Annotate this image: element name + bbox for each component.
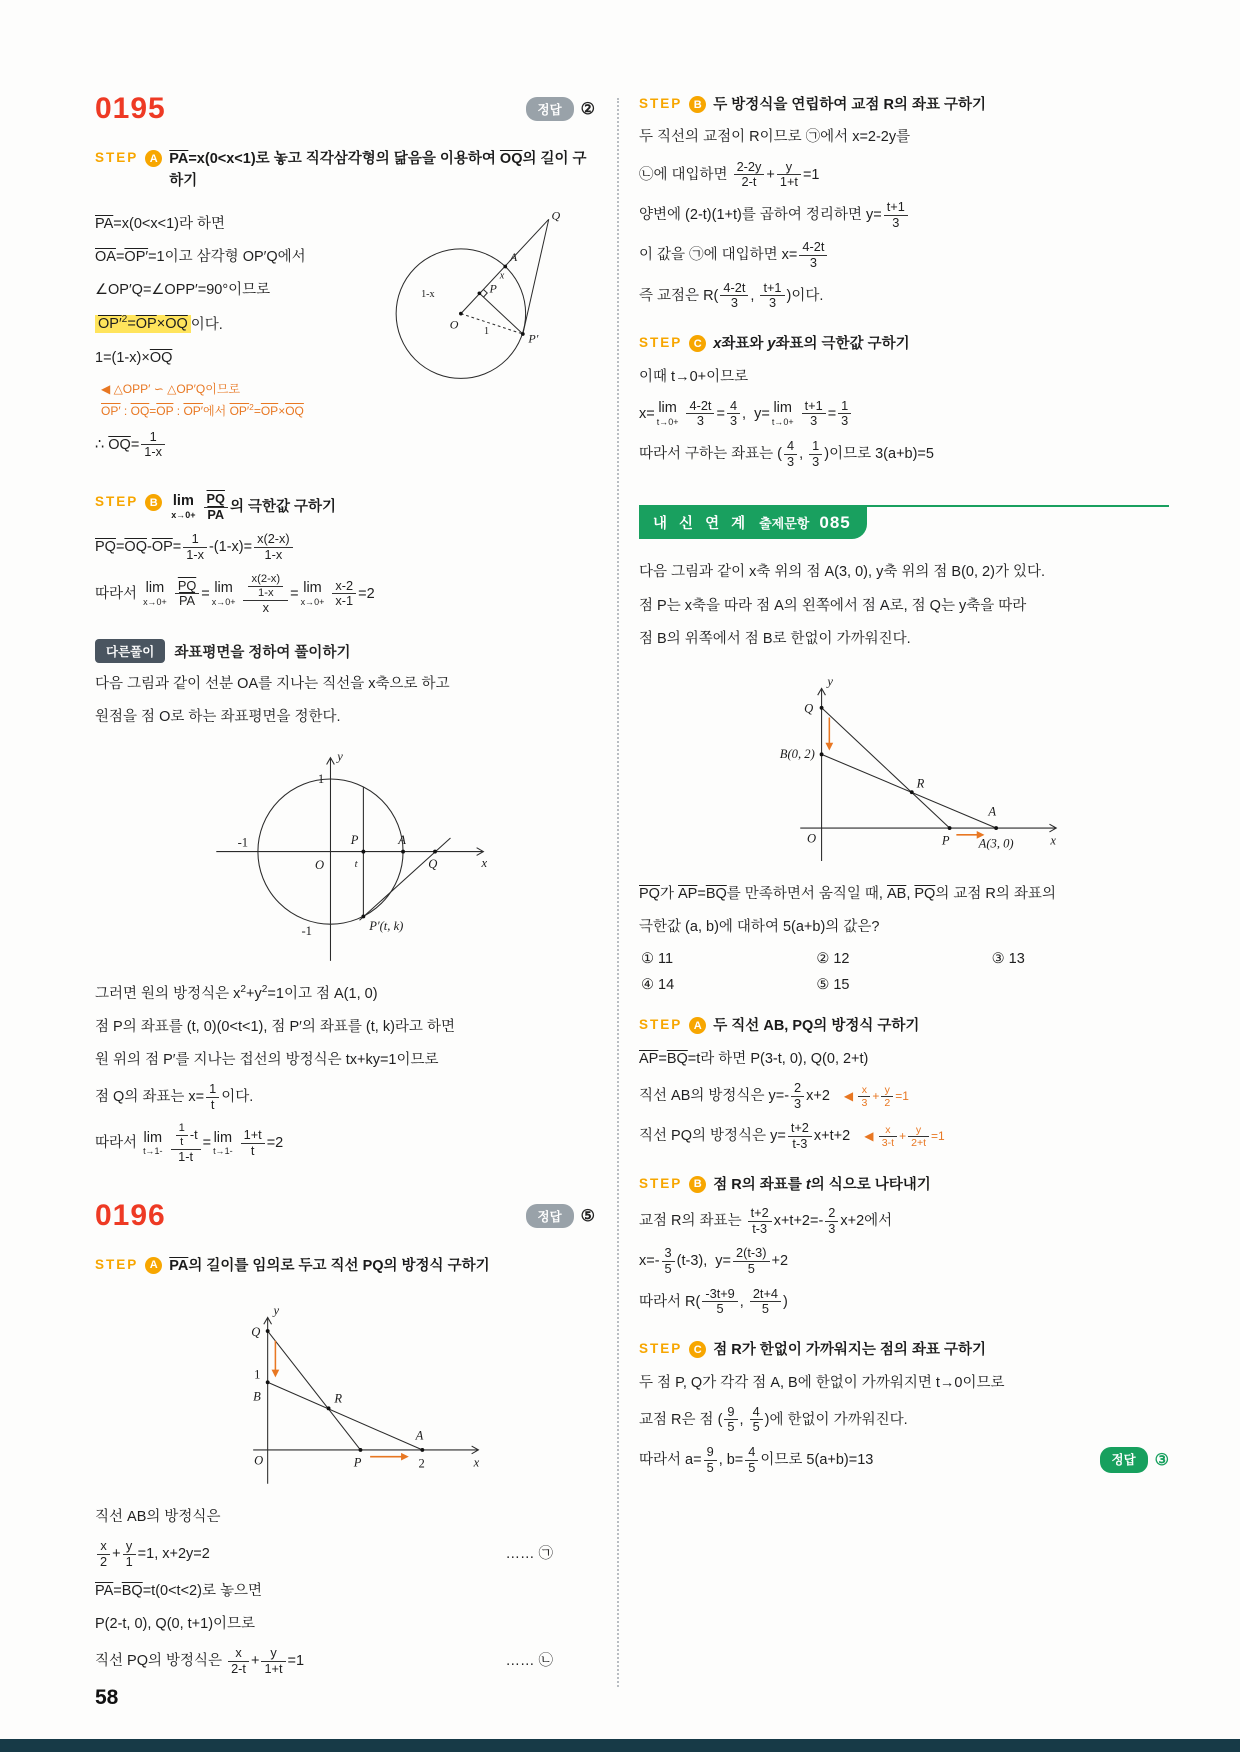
figure-0195-alt-coordinate	[195, 740, 495, 968]
answer-value: ③	[1154, 1451, 1169, 1469]
naesin-problem-number: 085	[819, 512, 851, 532]
label-x-axis: x	[473, 1455, 480, 1470]
answer-value: ②	[580, 101, 595, 118]
solution-line: x=- $\frac{3}{5}$ (t-3), y= $\frac{2(t-3)}{5}$ +2	[639, 1245, 789, 1277]
label-x-axis: x	[1050, 833, 1057, 848]
figure-0195-circle	[373, 203, 595, 391]
label-1-x: 1-x	[421, 288, 435, 300]
label-R: R	[916, 776, 925, 791]
step-title: x좌표와 y좌표의 극한값 구하기	[713, 336, 910, 353]
solution-line: 즉 교점은 R( $\frac{4-2t}{3}$ , $\frac{t+1}{3}$ )이다.	[639, 279, 824, 311]
label-P: P	[941, 833, 950, 848]
figure-wrapper	[95, 740, 595, 972]
label-B-0-2: B(0, 2)	[779, 747, 815, 762]
step-letter-badge: C	[689, 335, 706, 352]
solution-line: $\overline{PQ}=\overline{OQ}-\overline{OP}=$ $\frac{1}{1-x}$ -(1-x)= $\frac{x(2-x)}{1-x}$	[95, 532, 595, 562]
solution-line	[95, 1539, 595, 1569]
problem-question-line: 극한값 (a, b)에 대하여 5(a+b)의 값은?	[639, 919, 880, 936]
label-y-axis: y	[337, 749, 343, 764]
solution-line: 그러면 원의 방정식은 $x^2+y^2=1$이고 점 A(1, 0)	[95, 983, 378, 1002]
problem-0195-header	[95, 92, 595, 126]
label-Q: Q	[551, 208, 561, 223]
step-letter-badge: B	[145, 494, 162, 511]
step-a-row	[95, 148, 595, 193]
step-a-content	[95, 203, 595, 470]
solution-line	[95, 1646, 595, 1676]
equation: 직선 PQ의 방정식은 y= $\frac{t+2}{t-3}$ x+t+2	[639, 1120, 851, 1151]
label-P: P	[350, 832, 359, 847]
solution-line: $1=(1-x)\times\overline{OQ}$	[95, 349, 173, 366]
equation-ref: …… ㉡	[505, 1652, 553, 1669]
answer-value: ⑤	[580, 1207, 595, 1225]
answer-pill: 정답	[526, 1204, 574, 1228]
problem-0196-header	[95, 1199, 595, 1233]
step-letter-badge: C	[689, 1341, 706, 1358]
choice-2: ② 12	[816, 951, 850, 968]
step-word: STEP	[639, 1341, 683, 1357]
step-letter-badge: B	[689, 96, 706, 113]
solution-line: $\overline{PA}=\overline{BQ}=t(0<t<2)$로 놓으면	[95, 1582, 263, 1599]
step-b-row	[639, 94, 1169, 116]
label-A-3-0: A(3, 0)	[978, 836, 1014, 851]
step-b-row	[639, 1174, 1169, 1196]
label-minus1-bottom: -1	[301, 923, 312, 938]
solution-line	[639, 1445, 1169, 1475]
label-P: P	[489, 281, 497, 296]
step-word: STEP	[95, 494, 139, 510]
alt-solution-header	[95, 639, 595, 663]
naesin-header-bar	[639, 507, 867, 539]
label-O: O	[315, 857, 325, 872]
step-a-row	[95, 1255, 595, 1277]
label-P-prime-tk: P′(t, k)	[369, 918, 404, 933]
solution-line: 교점 R은 점 ( $\frac{9}{5}$ , $\frac{4}{5}$ )에 한없이 가까워진다.	[639, 1403, 908, 1435]
step-word: STEP	[95, 150, 139, 165]
label-t: t	[354, 858, 358, 870]
figure-wrapper	[639, 661, 1169, 873]
label-R: R	[334, 1391, 343, 1406]
problem-intro-line: 점 B의 위쪽에서 점 B로 한없이 가까워진다.	[639, 630, 911, 647]
answer-pill: 정답	[526, 97, 574, 121]
equation: $\overline{AP}=\overline{BQ}=t$라 하면 P(3-t, 0), Q(0, 2+t)	[639, 1050, 869, 1067]
alt-solution-title: 좌표평면을 정하여 풀이하기	[174, 644, 351, 661]
solution-line: 따라서 R( $\frac{-3t+9}{5}$ , $\frac{2t+4}{5}$ )	[639, 1285, 788, 1317]
label-P: P	[353, 1455, 362, 1470]
orange-note: ◀ △OPP′ ∽ △OP′Q이므로	[101, 381, 241, 396]
solution-line: 따라서 구하는 좌표는 ( $\frac{4}{3}$ , $\frac{1}{3}$ )이므로 3(a+b)=5	[639, 438, 934, 469]
step-title: lim x→0+ $\frac{\overline{PQ}}{PA}$ 의 극한값 구하기	[171, 491, 337, 522]
label-Q: Q	[251, 1325, 261, 1340]
label-minus1-left: -1	[237, 835, 249, 850]
choice-1: ① 11	[641, 951, 674, 968]
label-B: B	[253, 1389, 261, 1404]
right-column	[639, 92, 1169, 1687]
equation: 직선 PQ의 방정식은 $\frac{x}{2-t}$ + $\frac{y}{1+t}$ =1	[95, 1645, 305, 1676]
label-O: O	[449, 317, 459, 332]
label-Q: Q	[428, 856, 438, 871]
step-title: 점 R가 한없이 가까워지는 점의 좌표 구하기	[713, 1342, 987, 1359]
step-word: STEP	[639, 1175, 683, 1191]
equation-ref: …… ㉠	[505, 1546, 553, 1563]
label-y-axis: y	[827, 674, 833, 689]
solution-line: $\overline{PA}=x(0<x<1)$라 하면	[95, 215, 226, 232]
step-word: STEP	[639, 335, 683, 351]
label-Q: Q	[804, 701, 814, 716]
problem-question-line: $\overline{PQ}$가 $\overline{AP}=\overline{BQ}$를 만족하면서 움직일 때, $\overline{AB}$, $\overline{PQ}$의 교점 R의 좌표의	[639, 885, 1056, 902]
label-A: A	[509, 249, 518, 264]
label-2: 2	[418, 1456, 425, 1471]
answer-badge	[526, 1204, 596, 1228]
solution-line: 교점 R의 좌표는 $\frac{t+2}{t-3}$ x+t+2=- $\frac{2}{3}$ x+2에서	[639, 1205, 893, 1236]
label-A: A	[988, 804, 997, 819]
label-1: 1	[317, 771, 325, 786]
step-word: STEP	[639, 96, 683, 111]
label-x: x	[499, 270, 505, 282]
label-O: O	[807, 831, 817, 846]
step-title: 점 R의 좌표를 t의 식으로 나타내기	[713, 1176, 931, 1193]
step-letter-badge: A	[145, 1257, 162, 1274]
problem-intro-line: 다음 그림과 같이 x축 위의 점 A(3, 0), y축 위의 점 B(0, 2)가 있다.	[639, 564, 1046, 581]
label-1: 1	[484, 325, 490, 337]
solution-line: 따라서 lim x→0+ $\frac{\overline{PQ}}{PA}$ = lim x→0+ $\frac{\frac{x(2-x)}{1-x}}{x}$ = lim x→0+ $\frac{x-2}{x-1}$ =2	[95, 572, 375, 615]
step-letter-badge: A	[145, 150, 162, 167]
equation: 직선 AB의 방정식은 y=- $\frac{2}{3}$ x+2	[639, 1079, 830, 1111]
step-a-row	[639, 1015, 1169, 1037]
naesin-linked-problem-box	[639, 505, 1169, 993]
final-answer-badge	[1100, 1447, 1170, 1473]
step-word: STEP	[95, 1256, 139, 1272]
footer-bar	[0, 1739, 1240, 1752]
step-c-row	[639, 1339, 1169, 1361]
solution-line: $OP'^2=\overline{OP}\times\overline{OQ}$ 이다.	[95, 313, 371, 337]
figure-085-coordinate	[744, 661, 1064, 869]
solution-line: $\overline{OA}=OP'=1$이고 삼각형 OP′Q에서	[95, 249, 306, 266]
column-divider	[617, 98, 619, 1687]
solution-line: 직선 AB의 방정식은	[95, 1509, 221, 1526]
step-title: 두 직선 AB, PQ의 방정식 구하기	[713, 1018, 920, 1035]
solution-line	[639, 1048, 1169, 1071]
solution-line: 두 직선의 교점이 R이므로 ㉠에서 x=2-2y를	[639, 129, 911, 146]
label-x-axis: x	[481, 855, 488, 870]
naesin-title: 내 신 연 계	[653, 516, 750, 533]
solution-line: 다음 그림과 같이 선분 OA를 지나는 직선을 x축으로 하고	[95, 676, 450, 693]
choice-3: ③ 13	[991, 951, 1025, 968]
solution-line	[639, 1121, 1169, 1151]
orange-note: ◀ $\frac{x}{3}$ + $\frac{y}{2}$ =1	[843, 1083, 909, 1109]
left-column	[95, 92, 595, 1687]
equation: 따라서 a= $\frac{9}{5}$ , b= $\frac{4}{5}$ 이므로 5(a+b)=13	[639, 1444, 874, 1475]
label-A: A	[415, 1428, 424, 1443]
solution-line: 점 Q의 좌표는 x= $\frac{1}{t}$ 이다.	[95, 1080, 254, 1112]
solution-line: 따라서 lim t→1- $\frac{1}{t}$ -t 1-t = lim t→1- $\frac{1+t}{t}$ =2	[95, 1122, 284, 1165]
solution-line	[639, 1081, 1169, 1111]
solution-line: P(2-t, 0), Q(0, t+1)이므로	[95, 1616, 256, 1632]
naesin-subtitle: 출제문항	[759, 516, 810, 532]
problem-number: 0196	[95, 1198, 166, 1232]
answer-pill: 정답	[1100, 1447, 1148, 1473]
step-title: $\overline{PA}$의 길이를 임의로 두고 직선 PQ의 방정식 구하기	[169, 1257, 490, 1274]
solution-line: 이때 t→0+이므로	[639, 368, 749, 385]
page-number: 58	[95, 1686, 119, 1709]
solution-conclusion: ∴ $\overline{OQ}=$ $\frac{1}{1-x}$	[95, 430, 371, 460]
solution-line: 원점을 점 O로 하는 좌표평면을 정한다.	[95, 709, 341, 726]
solution-line: 원 위의 점 P′를 지나는 접선의 방정식은 tx+ky=1이므로	[95, 1051, 439, 1068]
choice-5: ⑤ 15	[816, 977, 850, 994]
step-letter-badge: A	[689, 1017, 706, 1034]
step-word: STEP	[639, 1017, 683, 1033]
problem-intro-line: 점 P는 x축을 따라 점 A의 왼쪽에서 점 A로, 점 Q는 y축을 따라	[639, 597, 1027, 614]
solution-line: x= lim t→0+ $\frac{4-2t}{3}$ = $\frac{4}{3}$ , y= lim t→0+ $\frac{t+1}{3}$ = $\frac{1}{3}$	[639, 399, 1169, 429]
orange-note: OP′ : $\overline{OQ}=\overline{OP}$ : OP′에서 $OP'^2=\overline{OP}\times\overline{OQ}$	[101, 401, 304, 418]
problem-number: 0195	[95, 92, 166, 125]
step-title: $\overline{PA}=x(0<x<1)$로 놓고 직각삼각형의 닮음을 이용하여 $\overline{OQ}$의 길이 구하기	[169, 151, 587, 190]
step-title: 두 방정식을 연립하여 교점 R의 좌표 구하기	[713, 97, 987, 113]
label-O: O	[254, 1453, 264, 1468]
choice-4: ④ 14	[641, 977, 675, 994]
label-y-axis: y	[273, 1303, 280, 1318]
figure-0196-coordinate	[200, 1287, 490, 1492]
figure-wrapper	[95, 1287, 595, 1496]
solution-line: 점 P의 좌표를 (t, 0)(0<t<1), 점 P′의 좌표를 (t, k)라고 하면	[95, 1018, 455, 1035]
choices	[641, 951, 1167, 993]
solution-line: 두 점 P, Q가 각각 점 A, B에 한없이 가까워지면 t→0이므로	[639, 1374, 1005, 1391]
solution-text	[95, 203, 371, 470]
solution-line: 이 값을 ㉠에 대입하면 x= $\frac{4-2t}{3}$	[639, 240, 1169, 270]
step-letter-badge: B	[689, 1176, 706, 1193]
orange-note: ◀ $\frac{x}{3-t}$ + $\frac{y}{2+t}$ =1	[864, 1123, 945, 1149]
solution-line: 양변에 (2-t)(1+t)를 곱하여 정리하면 y= $\frac{t+1}{3}$	[639, 200, 1169, 230]
label-1: 1	[254, 1367, 261, 1382]
alt-solution-badge: 다른풀이	[95, 639, 165, 663]
answer-badge	[526, 97, 596, 121]
solution-line: ㉡에 대입하면 $\frac{2-2y}{2-t}$ + $\frac{y}{1+t}$ =1	[639, 158, 820, 190]
label-A: A	[398, 832, 406, 847]
step-b-row	[95, 492, 595, 522]
equation: $\frac{x}{2}$ + $\frac{y}{1}$ =1, x+2y=2	[95, 1539, 210, 1569]
solution-line: ∠OP′Q=∠OPP′=90°이므로	[95, 282, 271, 299]
label-P-prime: P′	[528, 331, 539, 346]
step-c-row	[639, 333, 1169, 355]
